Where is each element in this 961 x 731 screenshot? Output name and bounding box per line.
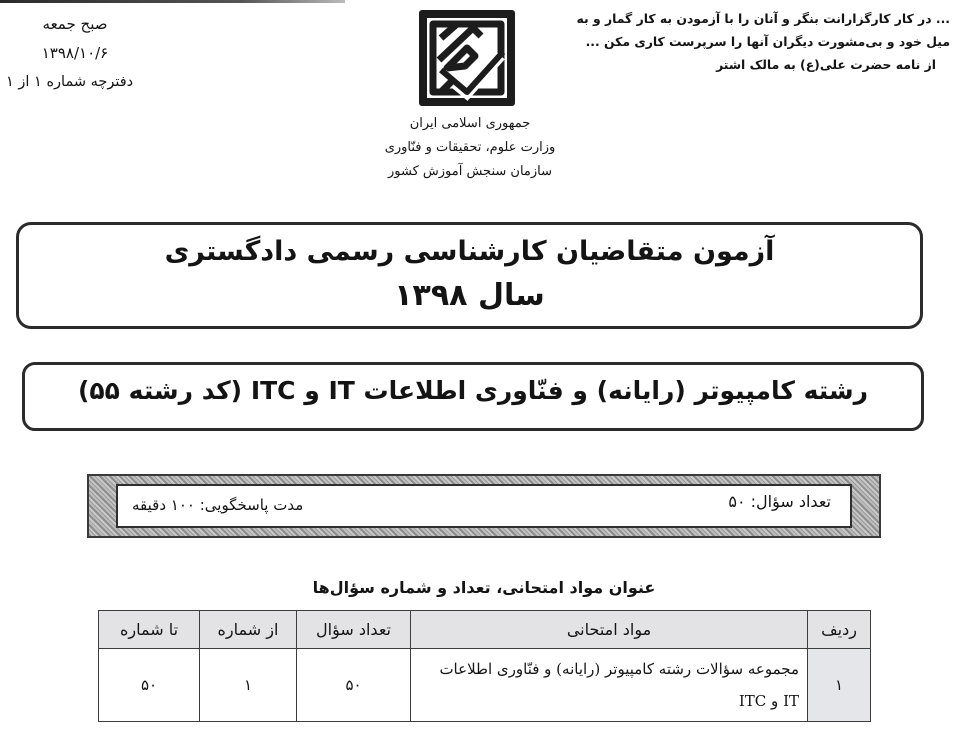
org-line-ministry: وزارت علوم، تحقیقات و فنّاوری (384, 140, 556, 155)
booklet-number: دفترچه شماره ۱ از ۱ (6, 74, 134, 90)
header-row-number: ردیف (808, 611, 871, 649)
org-line-country: جمهوری اسلامی ایران (409, 116, 531, 131)
table-header-row (99, 611, 871, 649)
organization-names (330, 112, 610, 184)
quote-source: از نامه حضرت علی(ع) به مالک اشتر (716, 57, 936, 72)
scan-border-edge (0, 0, 345, 3)
cell-question-count: ۵۰ (297, 649, 411, 722)
subjects-table (98, 610, 871, 722)
cell-from-number: ۱ (200, 649, 297, 722)
header-to-number: تا شماره (99, 611, 200, 649)
cell-row-number: ۱ (808, 649, 871, 722)
answer-duration: مدت پاسخگویی: ۱۰۰ دقیقه (132, 496, 304, 514)
cell-subject: مجموعه سؤالات رشته کامپیوتر (رایانه) و فنّاوری اطلاعات IT و ITC (411, 649, 808, 722)
exam-date: ۱۳۹۸/۱۰/۶ (41, 44, 109, 62)
quote-line: ... در کار کارگزارانت بنگر و آنان را با آزمودن به کار گمار و به (576, 11, 950, 26)
header-subject: مواد امتحانی (411, 611, 808, 649)
quote-line: میل خود و بی‌مشورت دیگران آنها را سرپرست کاری مکن ... (585, 34, 950, 49)
header-quote (576, 7, 950, 76)
exam-meta (0, 10, 150, 97)
question-count: تعداد سؤال: ۵۰ (728, 492, 831, 511)
header-from-number: از شماره (200, 611, 297, 649)
exam-year: سال ۱۳۹۸ (394, 278, 545, 313)
table-caption: عنوان مواد امتحانی، تعداد و شماره سؤال‌ها (312, 578, 656, 597)
session-label: صبح جمعه (42, 15, 108, 33)
exam-title: آزمون متقاضیان کارشناسی رسمی دادگستری (164, 236, 775, 267)
sanjesh-logo-icon (417, 8, 517, 108)
exam-field-title: رشته کامپیوتر (رایانه) و فنّاوری اطلاعات IT و ITC (کد رشته ۵۵) (77, 376, 868, 405)
cell-to-number: ۵۰ (99, 649, 200, 722)
table-row (99, 649, 871, 722)
header-question-count: تعداد سؤال (297, 611, 411, 649)
org-line-organization: سازمان سنجش آموزش کشور (388, 164, 552, 179)
